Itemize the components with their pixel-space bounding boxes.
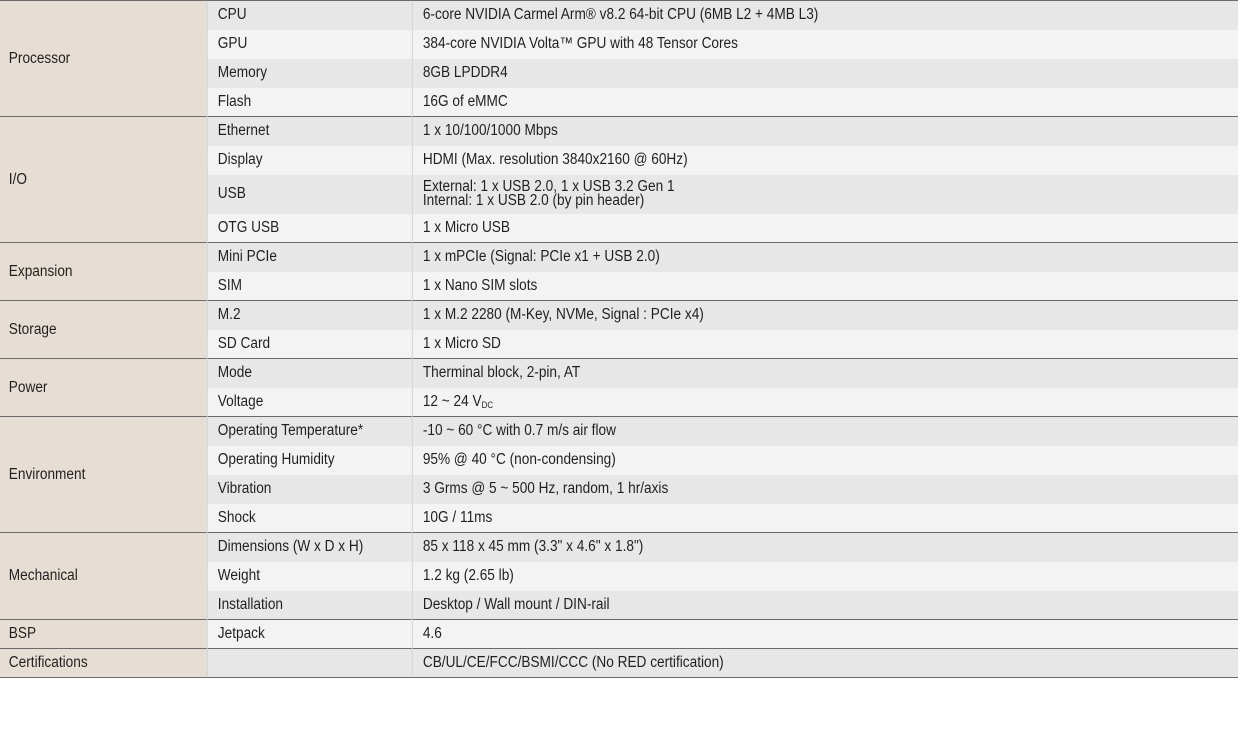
spec-value: 1 x M.2 2280 (M-Key, NVMe, Signal : PCIe x4) bbox=[412, 301, 1238, 330]
spec-label: OTG USB bbox=[207, 214, 412, 243]
table-row bbox=[0, 417, 1238, 446]
spec-label: Operating Humidity bbox=[207, 446, 412, 475]
table-row bbox=[0, 1, 1238, 30]
spec-label: GPU bbox=[207, 30, 412, 59]
category-expansion: Expansion bbox=[0, 243, 207, 301]
spec-value: 1 x 10/100/1000 Mbps bbox=[412, 117, 1238, 146]
spec-value: HDMI (Max. resolution 3840x2160 @ 60Hz) bbox=[412, 146, 1238, 175]
spec-label: CPU bbox=[207, 1, 412, 30]
spec-value-line: External: 1 x USB 2.0, 1 x USB 3.2 Gen 1 bbox=[422, 178, 675, 195]
spec-value: 95% @ 40 °C (non-condensing) bbox=[412, 446, 1238, 475]
spec-value: 1 x Micro USB bbox=[412, 214, 1238, 243]
spec-value bbox=[412, 388, 1238, 417]
spec-value: 1 x Nano SIM slots bbox=[412, 272, 1238, 301]
voltage-subscript: DC bbox=[481, 399, 494, 410]
spec-label: Shock bbox=[207, 504, 412, 533]
voltage-value: 12 ~ 24 V bbox=[422, 392, 482, 410]
table-row bbox=[0, 117, 1238, 146]
spec-label: Mode bbox=[207, 359, 412, 388]
spec-value: Therminal block, 2-pin, AT bbox=[412, 359, 1238, 388]
spec-value: 6-core NVIDIA Carmel Arm® v8.2 64-bit CPU (6MB L2 + 4MB L3) bbox=[412, 1, 1238, 30]
spec-value: -10 ~ 60 °C with 0.7 m/s air flow bbox=[412, 417, 1238, 446]
spec-value: Desktop / Wall mount / DIN-rail bbox=[412, 591, 1238, 620]
spec-value: 1 x Micro SD bbox=[412, 330, 1238, 359]
table-row bbox=[0, 359, 1238, 388]
spec-value: 16G of eMMC bbox=[412, 88, 1238, 117]
table-row bbox=[0, 301, 1238, 330]
spec-label: SD Card bbox=[207, 330, 412, 359]
spec-label: Display bbox=[207, 146, 412, 175]
spec-value: 4.6 bbox=[412, 620, 1238, 649]
spec-label: Voltage bbox=[207, 388, 412, 417]
table-row bbox=[0, 620, 1238, 649]
spec-value: CB/UL/CE/FCC/BSMI/CCC (No RED certification) bbox=[412, 649, 1238, 678]
spec-value: 8GB LPDDR4 bbox=[412, 59, 1238, 88]
spec-label: Ethernet bbox=[207, 117, 412, 146]
spec-label: Mini PCIe bbox=[207, 243, 412, 272]
spec-value: 384-core NVIDIA Volta™ GPU with 48 Tensor Cores bbox=[412, 30, 1238, 59]
category-processor: Processor bbox=[0, 1, 207, 117]
category-power: Power bbox=[0, 359, 207, 417]
spec-label: Vibration bbox=[207, 475, 412, 504]
spec-label: M.2 bbox=[207, 301, 412, 330]
spec-label: SIM bbox=[207, 272, 412, 301]
spec-label bbox=[207, 649, 412, 678]
spec-value bbox=[412, 175, 1238, 214]
spec-label: Weight bbox=[207, 562, 412, 591]
spec-label: Memory bbox=[207, 59, 412, 88]
table-row bbox=[0, 243, 1238, 272]
table-row bbox=[0, 649, 1238, 678]
spec-value: 1.2 kg (2.65 lb) bbox=[412, 562, 1238, 591]
category-certifications: Certifications bbox=[0, 649, 207, 678]
spec-value: 3 Grms @ 5 ~ 500 Hz, random, 1 hr/axis bbox=[412, 475, 1238, 504]
spec-value: 1 x mPCIe (Signal: PCIe x1 + USB 2.0) bbox=[412, 243, 1238, 272]
spec-label: Flash bbox=[207, 88, 412, 117]
spec-value-line: Internal: 1 x USB 2.0 (by pin header) bbox=[422, 192, 645, 209]
table-row bbox=[0, 533, 1238, 562]
spec-label: Jetpack bbox=[207, 620, 412, 649]
category-mechanical: Mechanical bbox=[0, 533, 207, 620]
spec-label: Dimensions (W x D x H) bbox=[207, 533, 412, 562]
category-bsp: BSP bbox=[0, 620, 207, 649]
spec-label: USB bbox=[207, 175, 412, 214]
category-io: I/O bbox=[0, 117, 207, 243]
spec-label: Operating Temperature* bbox=[207, 417, 412, 446]
category-environment: Environment bbox=[0, 417, 207, 533]
spec-value: 10G / 11ms bbox=[412, 504, 1238, 533]
spec-label: Installation bbox=[207, 591, 412, 620]
category-storage: Storage bbox=[0, 301, 207, 359]
spec-value: 85 x 118 x 45 mm (3.3" x 4.6" x 1.8") bbox=[412, 533, 1238, 562]
